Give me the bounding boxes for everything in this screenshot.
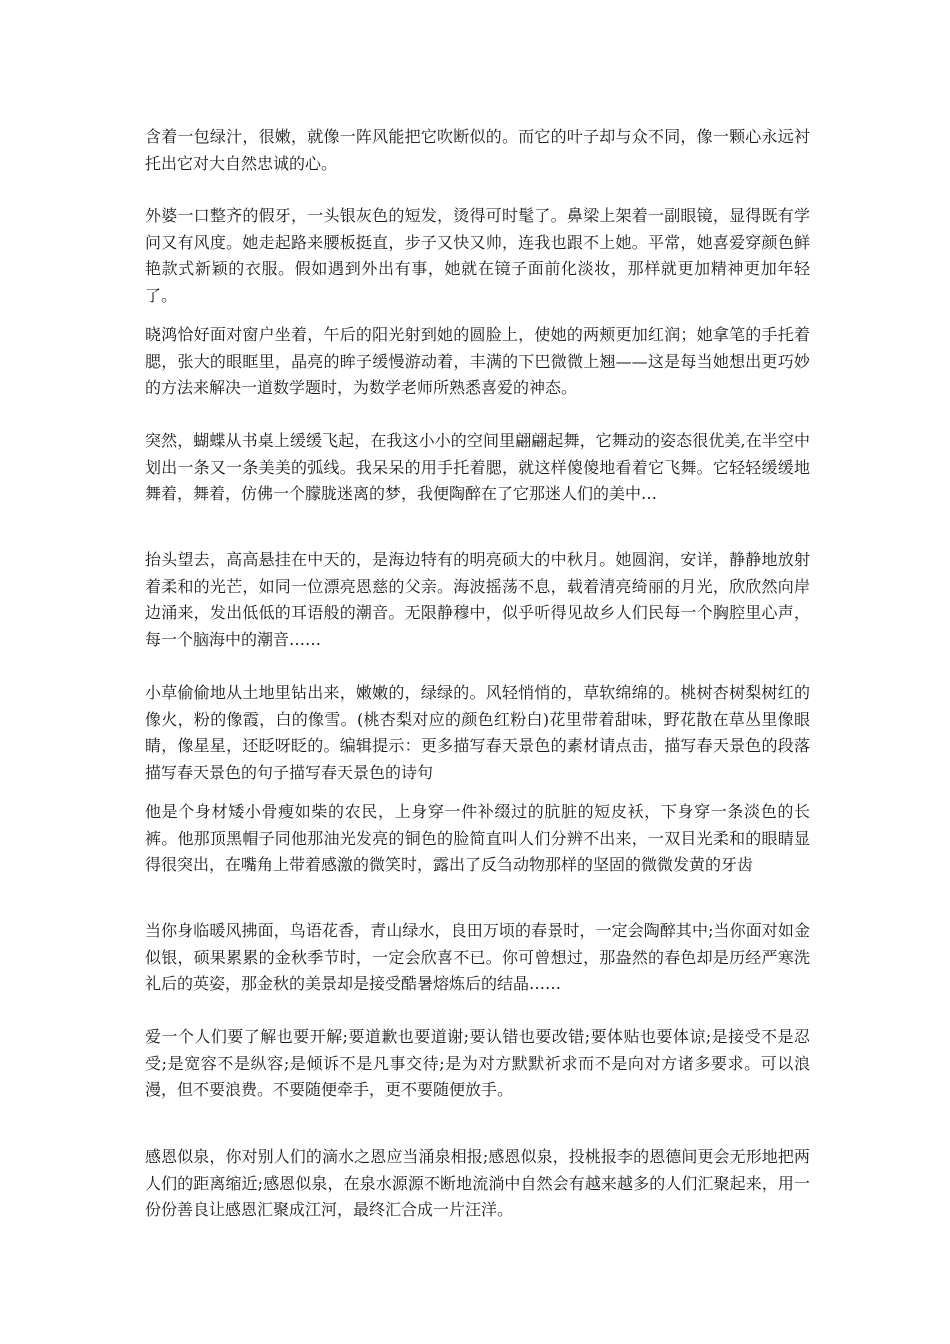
paragraph-3: 晓鸿恰好面对窗户坐着，午后的阳光射到她的圆脸上，使她的两颊更加红润；她拿笔的手托着腮，张大的眼眶里，晶亮的眸子缓慢游动着，丰满的下巴微微上翘——这是每当她想出更巧妙的方法来解决一道数学题时，为数学老师所熟悉喜爱的神态。 [145,325,810,397]
paragraph-5: 抬头望去，高高悬挂在中天的，是海边特有的明亮硕大的中秋月。她圆润，安详，静静地放射着柔和的光芒，如同一位漂亮恩慈的父亲。海波摇荡不息，载着清亮绮丽的月光，欣欣然向岸边涌来，发出低低的耳语般的潮音。无限静穆中，似乎听得见故乡人们民每一个胸腔里心声，每一个脑海中的潮音…… [145,550,810,649]
paragraph-6: 小草偷偷地从土地里钻出来，嫩嫩的，绿绿的。风轻悄悄的，草软绵绵的。桃树杏树梨树红的像火，粉的像霞，白的像雪。(桃杏梨对应的颜色红粉白)花里带着甜味，野花散在草丛里像眼睛，像星星，还眨呀眨的。编辑提示：更多描写春天景色的素材请点击，描写春天景色的段落描写春天景色的句子描写春天景色的诗句 [145,683,810,782]
paragraph-4: 突然，蝴蝶从书桌上缓缓飞起，在我这小小的空间里翩翩起舞，它舞动的姿态很优美,在半空中划出一条又一条美美的弧线。我呆呆的用手托着腮，就这样傻傻地看着它飞舞。它轻轻缓缓地舞着，舞着，仿佛一个朦胧迷离的梦，我便陶醉在了它那迷人们的美中… [145,431,810,503]
paragraph-8: 当你身临暖风拂面，鸟语花香，青山绿水，良田万顷的春景时，一定会陶醉其中;当你面对如金似银，硕果累累的金秋季节时，一定会欣喜不已。你可曾想过，那盎然的春色却是历经严寒洗礼后的英姿，那金秋的美景却是接受酷暑熔炼后的结晶…… [145,921,810,993]
paragraph-10: 感恩似泉，你对别人们的滴水之恩应当涌泉相报;感恩似泉，投桃报李的恩德间更会无形地把两人们的距离缩近;感恩似泉，在泉水源源不断地流淌中自然会有越来越多的人们汇聚起来，用一份份善良让感恩汇聚成江河，最终汇合成一片汪洋。 [145,1147,810,1219]
paragraph-1: 含着一包绿汁，很嫩，就像一阵风能把它吹断似的。而它的叶子却与众不同，像一颗心永远衬托出它对大自然忠诚的心。 [145,127,810,173]
paragraph-9: 爱一个人们要了解也要开解;要道歉也要道谢;要认错也要改错;要体贴也要体谅;是接受不是忍受;是宽容不是纵容;是倾诉不是凡事交待;是为对方默默祈求而不是向对方诸多要求。可以浪漫，但不要浪费。不要随便牵手，更不要随便放手。 [145,1027,810,1099]
paragraph-2: 外婆一口整齐的假牙，一头银灰色的短发，烫得可时髦了。鼻梁上架着一副眼镜，显得既有学问又有风度。她走起路来腰板挺直，步子又快又帅，连我也跟不上她。平常，她喜爱穿颜色鲜艳款式新颖的衣服。假如遇到外出有事，她就在镜子面前化淡妆，那样就更加精神更加年轻了。 [145,206,810,305]
paragraph-7: 他是个身材矮小骨瘦如柴的农民，上身穿一件补缀过的肮脏的短皮袄，下身穿一条淡色的长裤。他那顶黑帽子同他那油光发亮的铜色的脸简直叫人们分辨不出来，一双目光柔和的眼睛显得很突出，在嘴角上带着感激的微笑时，露出了反刍动物那样的坚固的微微发黄的牙齿 [145,802,810,874]
